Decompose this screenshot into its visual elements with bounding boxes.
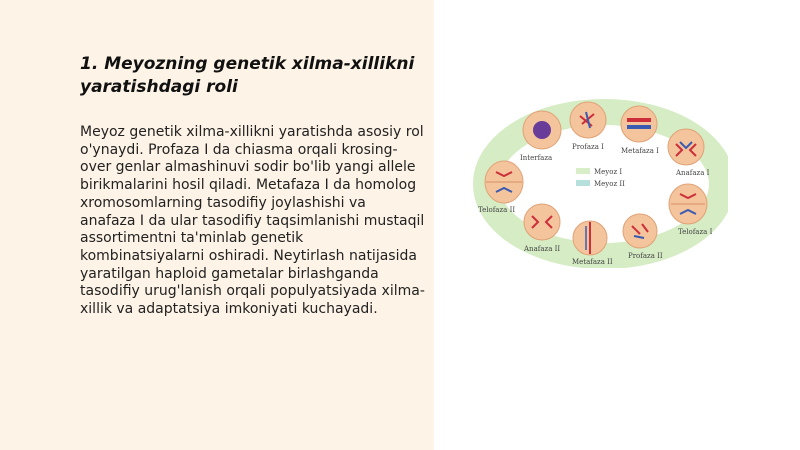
cell-anafaza-2 [524,204,560,240]
legend-swatch-meyoz-1 [576,168,590,174]
cell-profaza-2 [623,214,657,248]
legend [576,168,625,188]
cell-metafaza-2 [573,221,607,255]
label-anafaza-2: Anafaza II [524,245,561,253]
legend-label-meyoz-1: Meyoz I [594,168,623,176]
label-anafaza-1: Anafaza I [676,169,710,177]
label-telofaza-1: Telofaza I [678,228,713,236]
label-metafaza-2: Metafaza II [572,258,613,266]
cell-metafaza-1 [621,106,657,142]
slide-body: Meyoz genetik xilma-xillikni yaratishda asosiy rol o'ynaydi. Profaza I da chiasma orqali krosing-over genlar almashinuvi sodir bo'lib yangi allele birikmalarini hosil qiladi. Metafaza I da homolog xromosomlarning tasodifiy joylashishi va anafaza I da ular tasodifiy taqsimlanishi mustaqil assortimentni ta'minlab genetik kombinatsiyalarni oshiradi. Neytirlash natijasida yaratilgan haploid gametalar birlashganda tasodifiy urug'lanish orqali populyatsiyada xilma-xillik va adaptatsiya imkoniyati kuchayadi. [80,124,425,318]
cell-telofaza-1 [669,184,707,224]
cell-interfaza [523,111,561,149]
label-profaza-2: Profaza II [628,252,663,260]
legend-swatch-meyoz-2 [576,180,590,186]
label-telofaza-2: Telofaza II [478,206,516,214]
cell-telofaza-2 [485,161,523,203]
label-interfaza: Interfaza [520,154,553,162]
legend-label-meyoz-2: Meyoz II [594,180,625,188]
cell-anafaza-1 [668,129,704,165]
meiosis-cycle-diagram [472,98,728,268]
label-profaza-1: Profaza I [572,143,604,151]
slide-title: 1. Meyozning genetik xilma-xillikni yaratishdagi roli [80,54,415,97]
label-metafaza-1: Metafaza I [621,147,659,155]
cell-profaza-1 [570,102,606,138]
